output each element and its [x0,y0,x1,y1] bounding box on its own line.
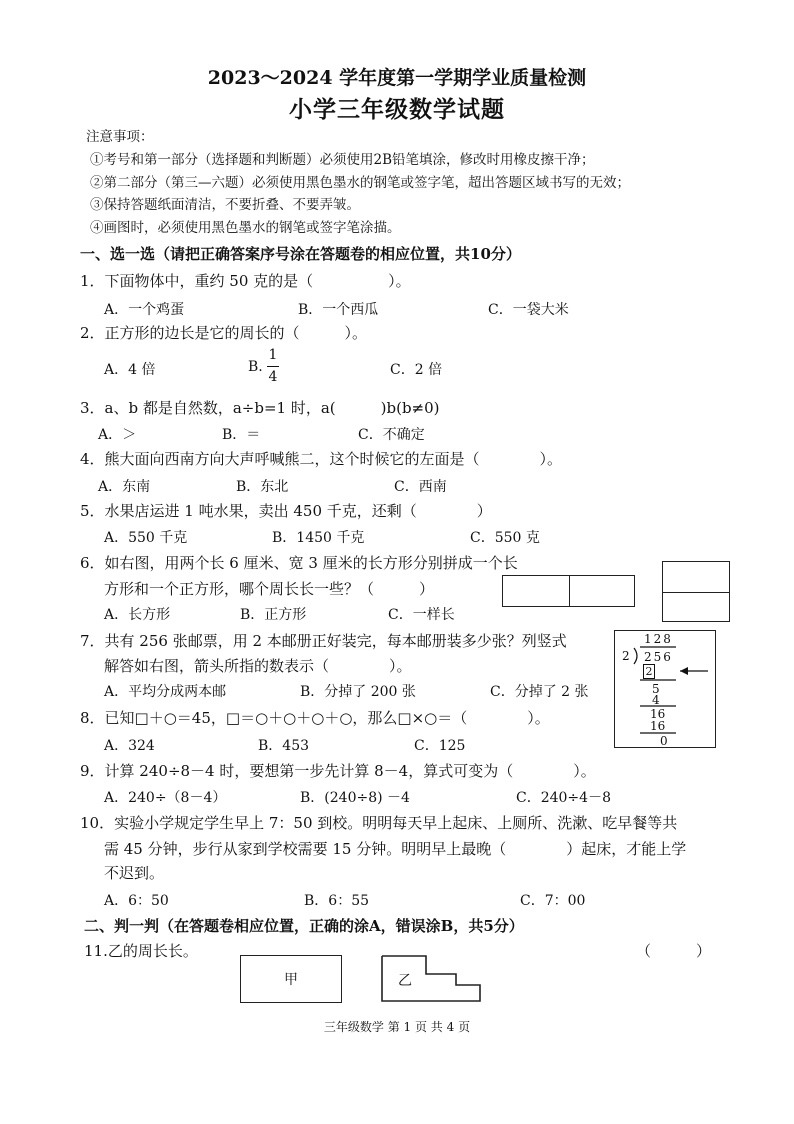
q7-option-c: C．分掉了 2 张 [490,684,589,700]
exam-subtitle: 小学三年级数学试题 [289,96,505,123]
question-7-line2: 解答如右图，箭头所指的数表示（ ）。 [104,657,412,675]
question-6-line2: 方形和一个正方形，哪个周长长一些？（ ） [104,580,435,598]
q4-option-c: C．西南 [394,479,447,495]
q9-option-b: B．(240÷8) －4 [300,790,410,806]
square-bottom-half [662,591,730,622]
note-item-1: ①考号和第一部分（选择题和判断题）必须使用2B铅笔填涂，修改时用橡皮擦干净； [90,152,595,168]
q4-option-a: A．东南 [98,479,151,495]
q5-option-a: A．550 千克 [104,530,188,546]
q2-fraction-denominator: 4 [268,369,278,385]
fraction-bar [267,366,279,367]
q2-option-b: B. [248,359,263,375]
section1-title: 一、选一选（请把正确答案序号涂在答题卷的相应位置，共10分） [80,245,521,263]
division-step-1-boxed: 2 [643,664,655,679]
question-6-line1: 6．如右图，用两个长 6 厘米、宽 3 厘米的长方形分别拼成一个长 [80,554,518,572]
q3-option-a: A．＞ [98,427,137,443]
q10-option-c: C．7：00 [520,893,586,909]
question-2: 2．正方形的边长是它的周长的（ ）。 [80,324,368,342]
q9-option-c: C．240÷4－8 [516,790,611,806]
q6-option-a: A．长方形 [104,607,171,623]
division-dividend: 256 [644,650,673,664]
division-step-4: 16 [650,707,666,721]
division-quotient: 128 [644,632,673,646]
q11-answer-paren: （ ） [636,942,712,960]
question-4: 4．熊大面向西南方向大声呼喊熊二，这个时候它的左面是（ ）。 [80,450,563,468]
q10-option-a: A．6：50 [104,893,169,909]
question-10-line2: 需 45 分钟，步行从家到学校需要 15 分钟。明明早上最晚（ ）起床，才能上学 [104,840,687,858]
note-item-3: ③保持答题纸面清洁，不要折叠、不要弄皱。 [90,197,360,213]
question-5: 5．水果店运进 1 吨水果，卖出 450 千克，还剩（ ） [80,502,492,520]
q1-option-c: C．一袋大米 [488,302,569,318]
section2-title: 二、判一判（在答题卷相应位置，正确的涂A，错误涂B，共5分） [84,917,524,935]
question-7-line1: 7．共有 256 张邮票，用 2 本邮册正好装完，每本邮册装多少张？列竖式 [80,632,567,650]
q1-option-b: B．一个西瓜 [298,302,379,318]
note-item-2: ②第二部分（第三—六题）必须使用黑色墨水的钢笔或签字笔，超出答题区域书写的无效； [90,175,630,191]
division-remainder: 0 [660,734,668,748]
q5-option-b: B．1450 千克 [272,530,365,546]
q8-option-b: B．453 [258,738,310,754]
question-8: 8．已知□＋○＝45，□＝○＋○＋○＋○，那么□×○＝（ ）。 [80,709,550,727]
shape-jia-label: 甲 [284,972,298,988]
division-step-5: 16 [650,719,666,733]
shape-jia [240,955,342,1003]
question-1: 1．下面物体中，重约 50 克的是（ ）。 [80,272,411,290]
question-3: 3．a、b 都是自然数，a÷b=1 时，a( )b(b≠0) [80,399,440,417]
q2-fraction-numerator: 1 [268,347,278,363]
q10-option-b: B．6：55 [304,893,370,909]
q8-option-a: A．324 [104,738,155,754]
long-rectangle-right-half [568,575,635,607]
q5-option-c: C．550 克 [470,530,540,546]
exam-title: 2023～2024 学年度第一学期学业质量检测 [207,67,587,89]
question-9: 9．计算 240÷8－4 时，要想第一步先计算 8－4，算式可变为（ ）。 [80,762,596,780]
q9-option-a: A．240÷（8－4） [104,790,227,806]
question-11: 11.乙的周长长。 [84,942,198,960]
q4-option-b: B．东北 [236,479,289,495]
q6-option-b: B．正方形 [240,607,307,623]
q2-option-c: C．2 倍 [390,362,443,378]
square-top-half [662,561,730,593]
shape-yi-label: 乙 [398,973,412,989]
page-footer: 三年级数学 第 1 页 共 4 页 [323,1020,471,1034]
long-rectangle-left-half [502,575,570,607]
division-step-3: 4 [652,693,660,707]
division-divisor: 2 [622,649,630,663]
q7-option-a: A．平均分成两本邮 [104,684,227,700]
q2-option-a: A．4 倍 [104,362,156,378]
q6-option-c: C．一样长 [388,607,455,623]
q8-option-c: C．125 [414,738,466,754]
question-10-line3: 不迟到。 [104,864,165,882]
q3-option-b: B．＝ [222,427,261,443]
division-step-2: 5 [652,682,660,696]
q3-option-c: C．不确定 [358,427,425,443]
q1-option-a: A．一个鸡蛋 [104,302,185,318]
note-item-4: ④画图时，必须使用黑色墨水的钢笔或签字笔涂描。 [90,220,401,236]
q7-option-b: B．分掉了 200 张 [300,684,416,700]
question-10-line1: 10．实验小学规定学生早上 7：50 到校。明明每天早上起床、上厕所、洗漱、吃早餐等共 [80,814,678,832]
notes-heading: 注意事项： [86,129,154,145]
